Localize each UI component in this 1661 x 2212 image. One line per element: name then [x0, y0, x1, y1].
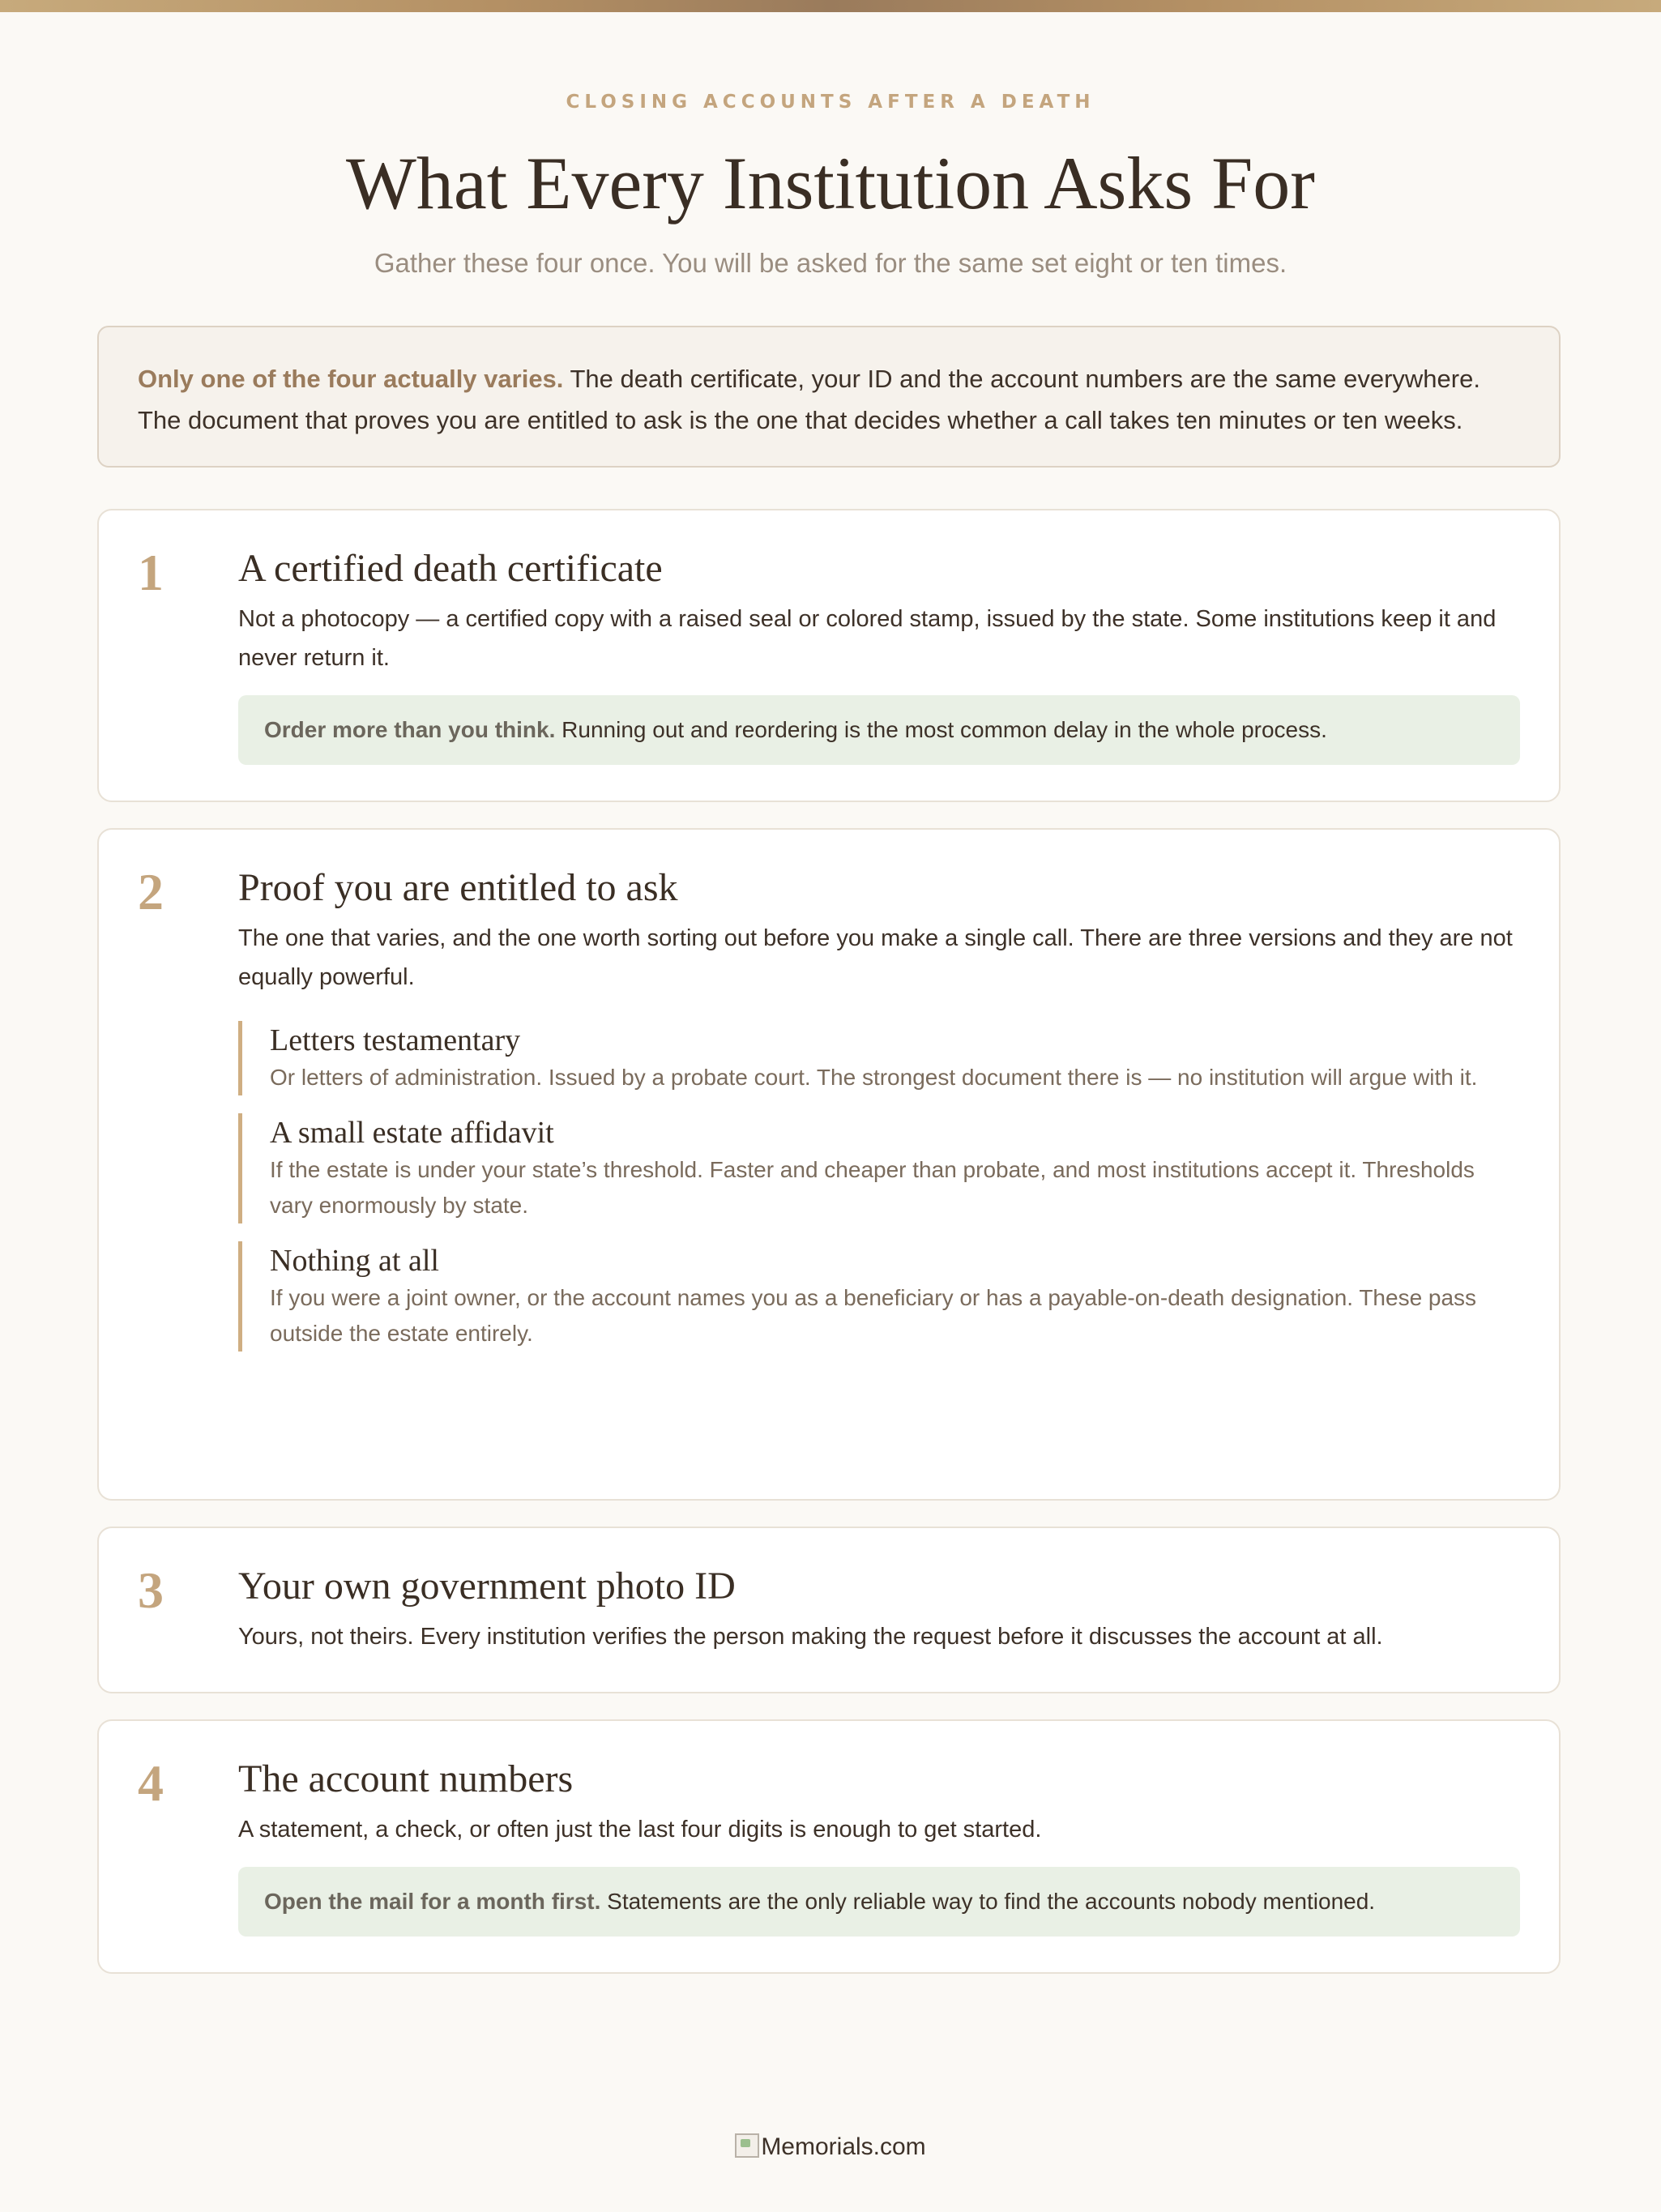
- option-title: Nothing at all: [270, 1244, 439, 1278]
- tip-text: Statements are the only reliable way to find the accounts nobody mentioned.: [607, 1889, 1376, 1914]
- logo-alt-text: Memorials.com: [761, 2133, 926, 2160]
- entitlement-options: [238, 1021, 1520, 1352]
- step-title: Your own government photo ID: [238, 1565, 736, 1608]
- eyebrow: CLOSING ACCOUNTS AFTER A DEATH: [566, 92, 1095, 113]
- step-number: 1: [138, 544, 164, 601]
- page-title: What Every Institution Asks For: [346, 142, 1315, 224]
- step-title: A certified death certificate: [238, 547, 663, 590]
- broken-image-icon: [735, 2133, 759, 2158]
- step-number: 4: [138, 1754, 164, 1812]
- step-card-4: [97, 1719, 1561, 1974]
- key-callout: [97, 326, 1561, 468]
- step-tip: [238, 1867, 1520, 1937]
- option-title: A small estate affidavit: [270, 1116, 554, 1150]
- tip-lead: Open the mail for a month first.: [264, 1889, 601, 1914]
- step-description: Yours, not theirs. Every institution verifies the person making the request before it discusses the account at all.: [238, 1624, 1383, 1650]
- option-description: If the estate is under your state’s threshold. Faster and cheaper than probate, and most institutions accept it. Thresholds vary enormously by state.: [270, 1157, 1475, 1218]
- step-description: A statement, a check, or often just the last four digits is enough to get started.: [238, 1817, 1042, 1843]
- step-card-1: [97, 509, 1561, 802]
- page-subtitle: Gather these four once. You will be asked for the same set eight or ten times.: [374, 248, 1287, 278]
- step-card-3: [97, 1527, 1561, 1693]
- step-number: 2: [138, 863, 164, 920]
- step-body: [238, 862, 1520, 1352]
- step-tip: [238, 695, 1520, 765]
- step-description: The one that varies, and the one worth sorting out before you make a single call. There are three versions and they are not equally powerful.: [238, 925, 1513, 990]
- option-letters-testamentary: [238, 1021, 1520, 1095]
- tip-lead: Order more than you think.: [264, 717, 556, 742]
- option-nothing-at-all: [238, 1241, 1520, 1352]
- step-description: Not a photocopy — a certified copy with a raised seal or colored stamp, issued by the state. Some institutions keep it and never return it.: [238, 606, 1497, 671]
- step-title: Proof you are entitled to ask: [238, 866, 678, 909]
- top-accent-bar: [0, 0, 1661, 12]
- step-card-2: [97, 828, 1561, 1501]
- option-small-estate-affidavit: [238, 1113, 1520, 1223]
- step-number: 3: [138, 1561, 164, 1619]
- step-body: [238, 543, 1520, 765]
- step-title: The account numbers: [238, 1757, 574, 1800]
- option-description: If you were a joint owner, or the account names you as a beneficiary or has a payable-on-death designation. These pass outside the estate entirely.: [270, 1285, 1477, 1346]
- tip-text: Running out and reordering is the most common delay in the whole process.: [561, 717, 1327, 742]
- footer-logo[interactable]: [0, 2133, 1661, 2161]
- callout-lead: Only one of the four actually varies.: [138, 365, 564, 393]
- step-body: [238, 1561, 1520, 1656]
- callout-text: The death certificate, your ID and the account numbers are the same everywhere. The document that proves you are entitled to ask is the one that decides whether a call takes ten minutes or ten weeks.: [138, 365, 1480, 434]
- step-body: [238, 1753, 1520, 1937]
- option-description: Or letters of administration. Issued by a probate court. The strongest document there is — no institution will argue with it.: [270, 1065, 1478, 1090]
- option-title: Letters testamentary: [270, 1023, 521, 1057]
